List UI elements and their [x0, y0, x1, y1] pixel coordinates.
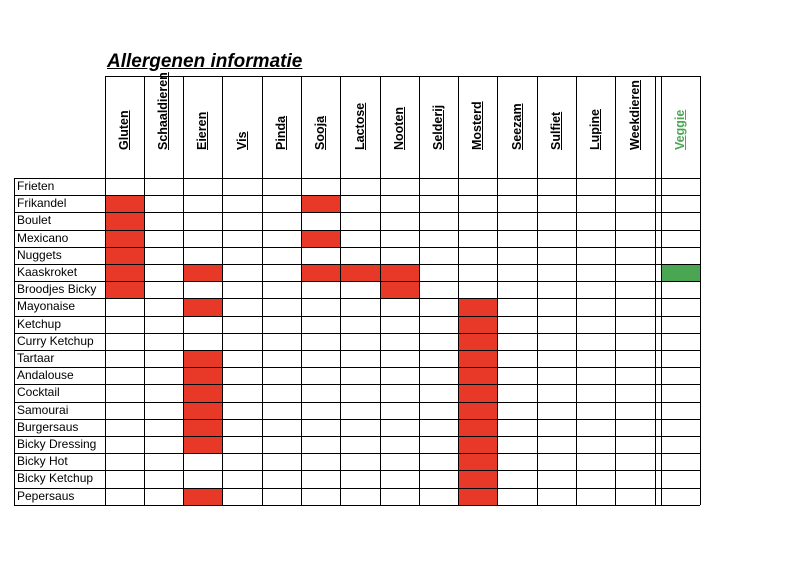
- allergen-mark: [301, 195, 340, 212]
- column-divider: [419, 76, 420, 505]
- row-divider: [14, 488, 700, 489]
- allergen-mark: [105, 195, 144, 212]
- column-header: Sulfiet: [549, 111, 563, 150]
- row-label: Burgersaus: [17, 419, 79, 434]
- row-label: Frieten: [17, 179, 55, 193]
- column-header: Weekdieren: [627, 80, 642, 150]
- row-label: Samourai: [17, 402, 69, 417]
- row-divider: [14, 212, 700, 213]
- row-divider: [14, 281, 700, 282]
- allergen-mark: [380, 281, 419, 298]
- column-divider: [301, 76, 302, 505]
- column-divider: [262, 76, 263, 505]
- row-label: Kaaskroket: [17, 265, 78, 279]
- allergen-mark: [105, 247, 144, 264]
- row-label: Ketchup: [17, 316, 62, 331]
- allergen-mark: [458, 367, 497, 384]
- allergen-mark: [458, 350, 497, 367]
- allergen-mark: [458, 453, 497, 470]
- row-divider: [14, 264, 700, 265]
- column-header: Schaaldieren: [156, 72, 170, 150]
- allergen-mark: [105, 212, 144, 229]
- allergen-mark: [183, 488, 222, 505]
- row-divider: [14, 470, 700, 471]
- allergen-mark: [183, 264, 222, 281]
- row-label: Bicky Ketchup: [17, 471, 94, 486]
- row-divider: [14, 195, 700, 196]
- row-divider: [14, 419, 700, 420]
- column-header: Sooja: [313, 115, 327, 150]
- column-divider: [340, 76, 341, 505]
- row-divider: [14, 298, 700, 299]
- row-divider: [14, 247, 700, 248]
- allergen-mark: [301, 264, 340, 281]
- column-divider: [537, 76, 538, 505]
- allergen-mark: [458, 436, 497, 453]
- column-header: Eieren: [195, 111, 209, 150]
- row-divider: [14, 384, 700, 385]
- table-border-top: [105, 76, 700, 77]
- veggie-mark: [661, 264, 700, 281]
- column-header: Nooten: [392, 106, 406, 150]
- allergen-mark: [183, 436, 222, 453]
- allergen-mark: [301, 230, 340, 247]
- row-divider: [14, 230, 700, 231]
- row-label: Bicky Dressing: [17, 437, 97, 451]
- allergen-mark: [458, 384, 497, 401]
- column-header: Lupine: [588, 109, 602, 150]
- page-title: Allergenen informatie: [107, 51, 303, 72]
- row-label: Tartaar: [17, 351, 55, 365]
- row-label: Mayonaise: [17, 299, 76, 314]
- column-divider: [615, 76, 616, 505]
- row-divider: [14, 453, 700, 454]
- column-header: Pinda: [274, 115, 288, 150]
- row-divider: [14, 350, 700, 351]
- column-header: Lactose: [352, 102, 367, 150]
- column-divider: [458, 76, 459, 505]
- row-label: Boulet: [17, 213, 52, 228]
- row-label: Frikandel: [17, 196, 67, 211]
- allergen-mark: [458, 488, 497, 505]
- allergen-mark: [183, 298, 222, 315]
- allergen-mark: [183, 367, 222, 384]
- row-label: Bicky Hot: [17, 454, 68, 469]
- allergen-mark: [105, 264, 144, 281]
- allergen-mark: [183, 402, 222, 419]
- allergen-mark: [183, 350, 222, 367]
- allergen-mark: [458, 402, 497, 419]
- column-divider: [655, 76, 656, 505]
- allergen-mark: [458, 333, 497, 350]
- column-divider: [183, 76, 184, 505]
- row-label: Mexicano: [17, 230, 69, 245]
- row-divider: [14, 505, 700, 506]
- column-header: Mosterd: [470, 101, 484, 150]
- allergen-mark: [458, 470, 497, 487]
- row-divider: [14, 333, 700, 334]
- column-header: Veggie: [673, 109, 687, 150]
- column-divider: [105, 76, 106, 505]
- row-label: Broodjes Bicky: [17, 282, 97, 297]
- column-divider: [576, 76, 577, 505]
- column-header: Gluten: [117, 110, 131, 150]
- column-divider: [144, 76, 145, 505]
- row-divider: [14, 178, 700, 179]
- row-divider: [14, 402, 700, 403]
- column-header: Seezam: [509, 103, 524, 150]
- allergen-mark: [458, 419, 497, 436]
- allergen-mark: [183, 419, 222, 436]
- row-label: Pepersaus: [17, 488, 75, 503]
- column-divider: [661, 76, 662, 505]
- allergen-mark: [458, 298, 497, 315]
- allergen-mark: [105, 281, 144, 298]
- column-header: Vis: [234, 131, 249, 150]
- column-divider: [497, 76, 498, 505]
- allergen-mark: [458, 316, 497, 333]
- row-divider: [14, 367, 700, 368]
- column-divider: [700, 76, 701, 505]
- column-divider: [222, 76, 223, 505]
- column-header: Selderij: [431, 104, 445, 150]
- allergen-mark: [105, 230, 144, 247]
- column-divider: [380, 76, 381, 505]
- row-label: Cocktail: [17, 385, 60, 400]
- allergen-mark: [340, 264, 380, 281]
- row-label: Andalouse: [17, 368, 74, 383]
- table-border-left: [14, 178, 15, 505]
- row-label: Curry Ketchup: [17, 333, 94, 348]
- row-divider: [14, 436, 700, 437]
- allergen-mark: [183, 384, 222, 401]
- row-label: Nuggets: [17, 247, 62, 262]
- row-divider: [14, 316, 700, 317]
- allergen-mark: [380, 264, 419, 281]
